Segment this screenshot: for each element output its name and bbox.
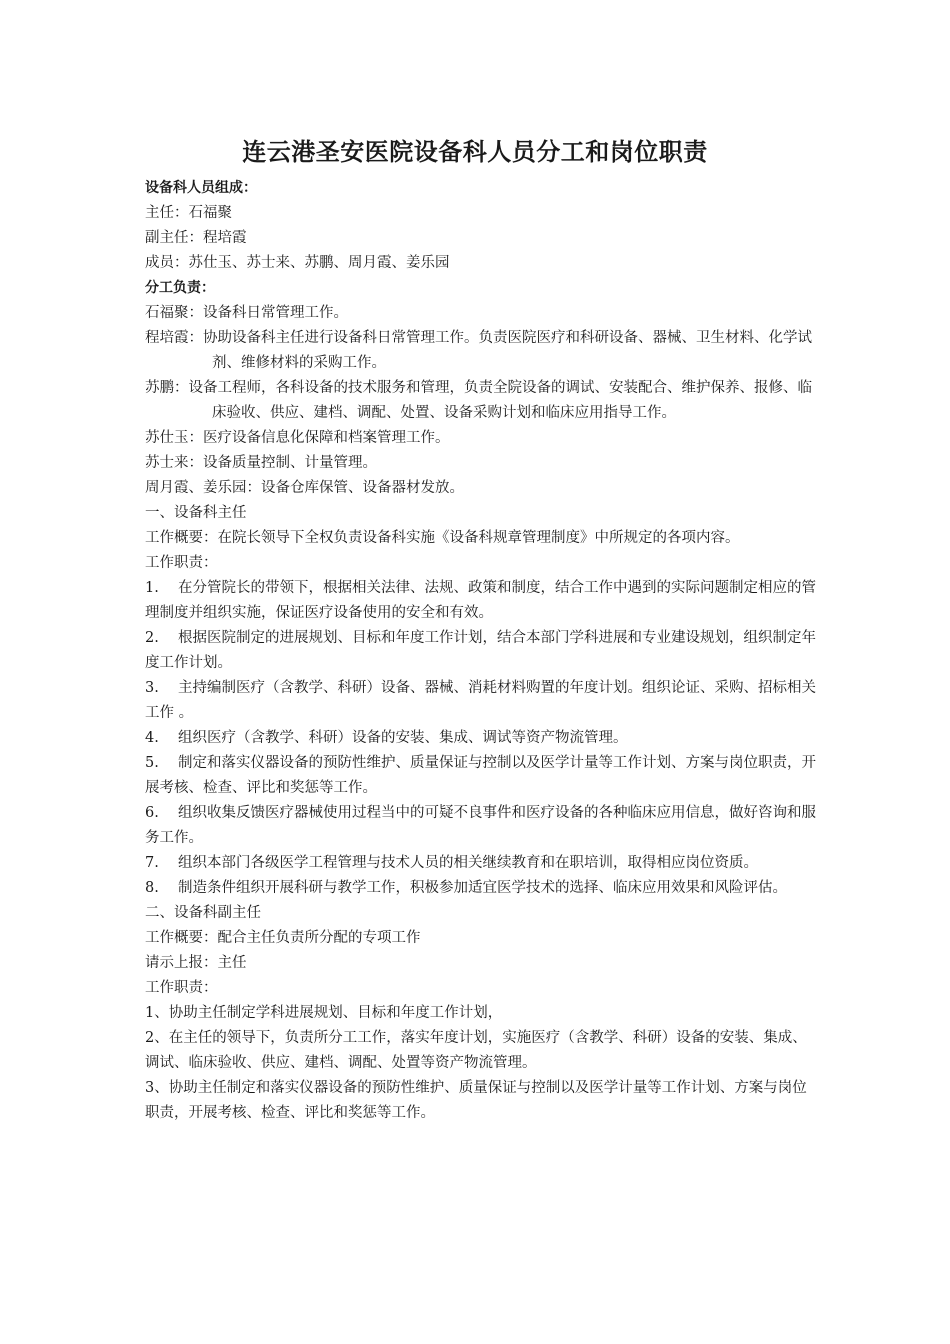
members-heading: 设备科人员组成： [145, 180, 257, 196]
section1-item: 4. 组织医疗（含教学、科研）设备的安装、集成、调试等资产物流管理。 [145, 730, 628, 746]
duty-line: 苏鹏：设备工程师，各科设备的技术服务和管理，负责全院设备的调试、安装配合、维护保养、报修、临床验收、供应、建档、调配、处置、设备采购计划和临床应用指导工作。 [145, 380, 812, 421]
section2-resp-heading: 工作职责： [145, 980, 218, 996]
section2-item: 2、在主任的领导下，负责所分工工作，落实年度计划，实施医疗（含教学、科研）设备的安装、集成、调试、临床验收、供应、建档、调配、处置等资产物流管理。 [145, 1030, 807, 1071]
section1-item: 3. 主持编制医疗（含教学、科研）设备、器械、消耗材料购置的年度计划。组织论证、采购、招标相关工作 。 [145, 680, 816, 721]
section1-item: 1. 在分管院长的带领下，根据相关法律、法规、政策和制度，结合工作中遇到的实际问题制定相应的管理制度并组织实施，保证医疗设备使用的安全和有效。 [145, 580, 816, 621]
section1-overview: 工作概要：在院长领导下全权负责设备科实施《设备科规章管理制度》中所规定的各项内容。 [145, 530, 740, 546]
duty-line: 程培霞：协助设备科主任进行设备科日常管理工作。负责医院医疗和科研设备、器械、卫生材料、化学试剂、维修材料的采购工作。 [145, 330, 812, 371]
director-line: 主任：石福聚 [145, 205, 232, 221]
section2-heading: 二、设备科副主任 [145, 905, 261, 921]
members-line: 成员：苏仕玉、苏士来、苏鹏、周月霞、姜乐园 [145, 255, 450, 271]
duty-line: 苏仕玉：医疗设备信息化保障和档案管理工作。 [145, 430, 450, 446]
document-title: 连云港圣安医院设备科人员分工和岗位职责 [242, 138, 708, 166]
section1-item: 2. 根据医院制定的进展规划、目标和年度工作计划，结合本部门学科进展和专业建设规划，组织制定年度工作计划。 [145, 630, 816, 671]
duty-line: 周月霞、姜乐园：设备仓库保管、设备器材发放。 [145, 480, 464, 496]
section1-item: 7. 组织本部门各级医学工程管理与技术人员的相关继续教育和在职培训，取得相应岗位资质。 [145, 855, 758, 871]
duty-line: 石福聚：设备科日常管理工作。 [145, 305, 348, 321]
section1-resp-heading: 工作职责： [145, 555, 218, 571]
section1-heading: 一、设备科主任 [145, 505, 247, 521]
section2-report: 请示上报：主任 [145, 955, 247, 971]
section2-overview: 工作概要：配合主任负责所分配的专项工作 [145, 930, 421, 946]
section1-item: 8. 制造条件组织开展科研与教学工作，积极参加适宜医学技术的选择、临床应用效果和风险评估。 [145, 880, 787, 896]
section2-item: 3、协助主任制定和落实仪器设备的预防性维护、质量保证与控制以及医学计量等工作计划、方案与岗位职责，开展考核、检查、评比和奖惩等工作。 [145, 1080, 807, 1121]
section1-item: 5. 制定和落实仪器设备的预防性维护、质量保证与控制以及医学计量等工作计划、方案与岗位职责，开展考核、检查、评比和奖惩等工作。 [145, 755, 816, 796]
deputy-line: 副主任：程培霞 [145, 230, 247, 246]
section2-item: 1、协助主任制定学科进展规划、目标和年度工作计划， [145, 1005, 503, 1021]
division-heading: 分工负责： [145, 280, 215, 296]
document-body [145, 176, 817, 1126]
duty-line: 苏士来：设备质量控制、计量管理。 [145, 455, 377, 471]
section1-item: 6. 组织收集反馈医疗器械使用过程当中的可疑不良事件和医疗设备的各种临床应用信息，做好咨询和服务工作。 [145, 805, 816, 846]
